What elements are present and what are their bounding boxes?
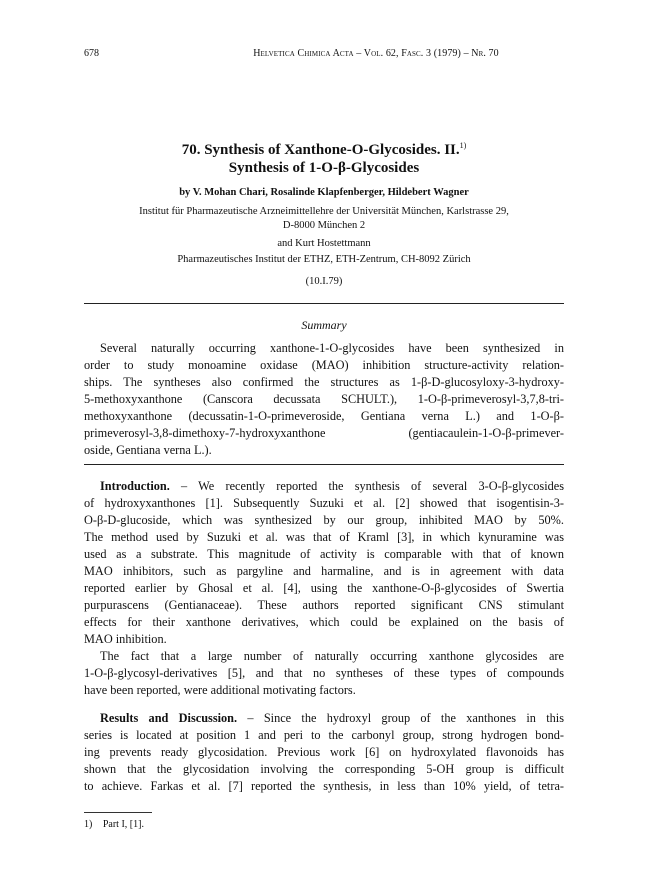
intro-heading: Introduction. <box>100 479 170 493</box>
intro-line: MAO inhibitors, such as pargyline and harmaline, and is in agreement with data <box>84 564 564 578</box>
intro-line: effects for their xanthone derivatives, which could be explained on the basis of <box>84 615 564 629</box>
summary-line: methoxyxanthone (decussatin-1-O-primeveroside, Gentiana verna L.) and 1-O-β- <box>84 409 564 423</box>
affiliation-1-line-1: Institut für Pharmazeutische Arzneimittellehre der Universität München, Karlstrasse 29, <box>139 206 509 217</box>
results-line: series is located at position 1 and peri to the carbonyl group, strong hydrogen bond- <box>84 728 564 742</box>
affiliation-2: Pharmazeutisches Institut der ETHZ, ETH-Zentrum, CH-8092 Zürich <box>177 254 471 265</box>
title-line-2: Synthesis of 1-O-β-Glycosides <box>228 160 420 176</box>
summary-line: primeverosyl-3,8-dimethoxy-7-hydroxyxanthone (gentiacaulein-1-O-β-primever- <box>84 426 564 440</box>
summary-bottom-rule <box>84 464 564 465</box>
para2-line: 1-O-β-glycosyl-derivatives [5], and that no syntheses of these types of compounds <box>84 666 564 680</box>
intro-line: purpurascens (Gentianaceae). These authors reported significant CNS stimulant <box>84 598 564 612</box>
summary-line: Several naturally occurring xanthone-1-O-glycosides have been synthesized in <box>100 341 564 355</box>
summary-line: ships. The syntheses also confirmed the structures as 1-β-D-glucosyloxy-3-hydroxy- <box>84 375 564 389</box>
summary-top-rule <box>84 303 564 304</box>
running-title: Helvetica Chimica Acta – Vol. 62, Fasc. 3 (1979) – Nr. 70 <box>253 48 499 59</box>
authors: by V. Mohan Chari, Rosalinde Klapfenberger, Hildebert Wagner <box>179 187 469 198</box>
second-paragraph <box>84 648 564 699</box>
results-line: shown that the glycosidation involving the corresponding 5-OH group is difficult <box>84 762 564 776</box>
para2-line: have been reported, were additional motivating factors. <box>84 683 356 697</box>
intro-first-line <box>84 478 564 495</box>
results-first-line <box>84 710 564 727</box>
article-title <box>84 137 564 177</box>
summary-heading: Summary <box>301 318 347 332</box>
results-line: – Since the hydroxyl group of the xanthones in this <box>247 711 564 725</box>
intro-line: – We recently reported the synthesis of several 3-O-β-glycosides <box>181 479 564 493</box>
received-date: (10.I.79) <box>305 276 343 287</box>
page-number: 678 <box>84 48 99 59</box>
footnote-marker: 1) <box>84 819 93 830</box>
summary-paragraph <box>84 340 564 459</box>
footnote <box>84 819 144 830</box>
intro-line: The method used by Suzuki et al. was that of Kraml [3], in which kynuramine was <box>84 530 564 544</box>
para2-line: The fact that a large number of naturally occurring xanthone glycosides are <box>100 649 564 663</box>
title-footnote-marker: 1) <box>459 141 467 150</box>
results-heading: Results and Discussion. <box>100 711 238 725</box>
affiliation-1-line-2: D-8000 München 2 <box>282 220 366 231</box>
summary-line: oside, Gentiana verna L.). <box>84 443 212 457</box>
summary-line: 5-methoxyxanthone (Canscora decussata SCHULT.), 1-O-β-primeverosyl-3,7,8-tri- <box>84 392 564 406</box>
intro-line: MAO inhibition. <box>84 632 167 646</box>
footnote-text: Part I, [1]. <box>102 819 144 830</box>
results-paragraph <box>84 710 564 795</box>
footnote-rule <box>84 812 152 813</box>
results-line: ing prevents ready glycosidation. Previous work [6] on hydroxylated flavonoids has <box>84 745 564 759</box>
intro-line: of hydroxyxanthones [1]. Subsequently Suzuki et al. [2] showed that isogentisin-3- <box>84 496 564 510</box>
title-line-1: 70. Synthesis of Xanthone-O-Glycosides. II. <box>181 142 460 158</box>
results-line: to achieve. Farkas et al. [7] reported the synthesis, in less than 10% yield, of tetra- <box>84 779 564 793</box>
intro-line: O-β-D-glucoside, which was synthesized by our group, inhibited MAO by 50%. <box>84 513 564 527</box>
summary-line: order to study monoamine oxidase (MAO) inhibition structure-activity relation- <box>84 358 564 372</box>
second-author: and Kurt Hostettmann <box>277 238 371 249</box>
intro-line: reported earlier by Ghosal et al. [4], using the xanthone-O-β-glycosides of Swertia <box>84 581 564 595</box>
intro-line: used as a substrate. This magnitude of activity is comparable with that of known <box>84 547 564 561</box>
introduction-paragraph <box>84 478 564 648</box>
